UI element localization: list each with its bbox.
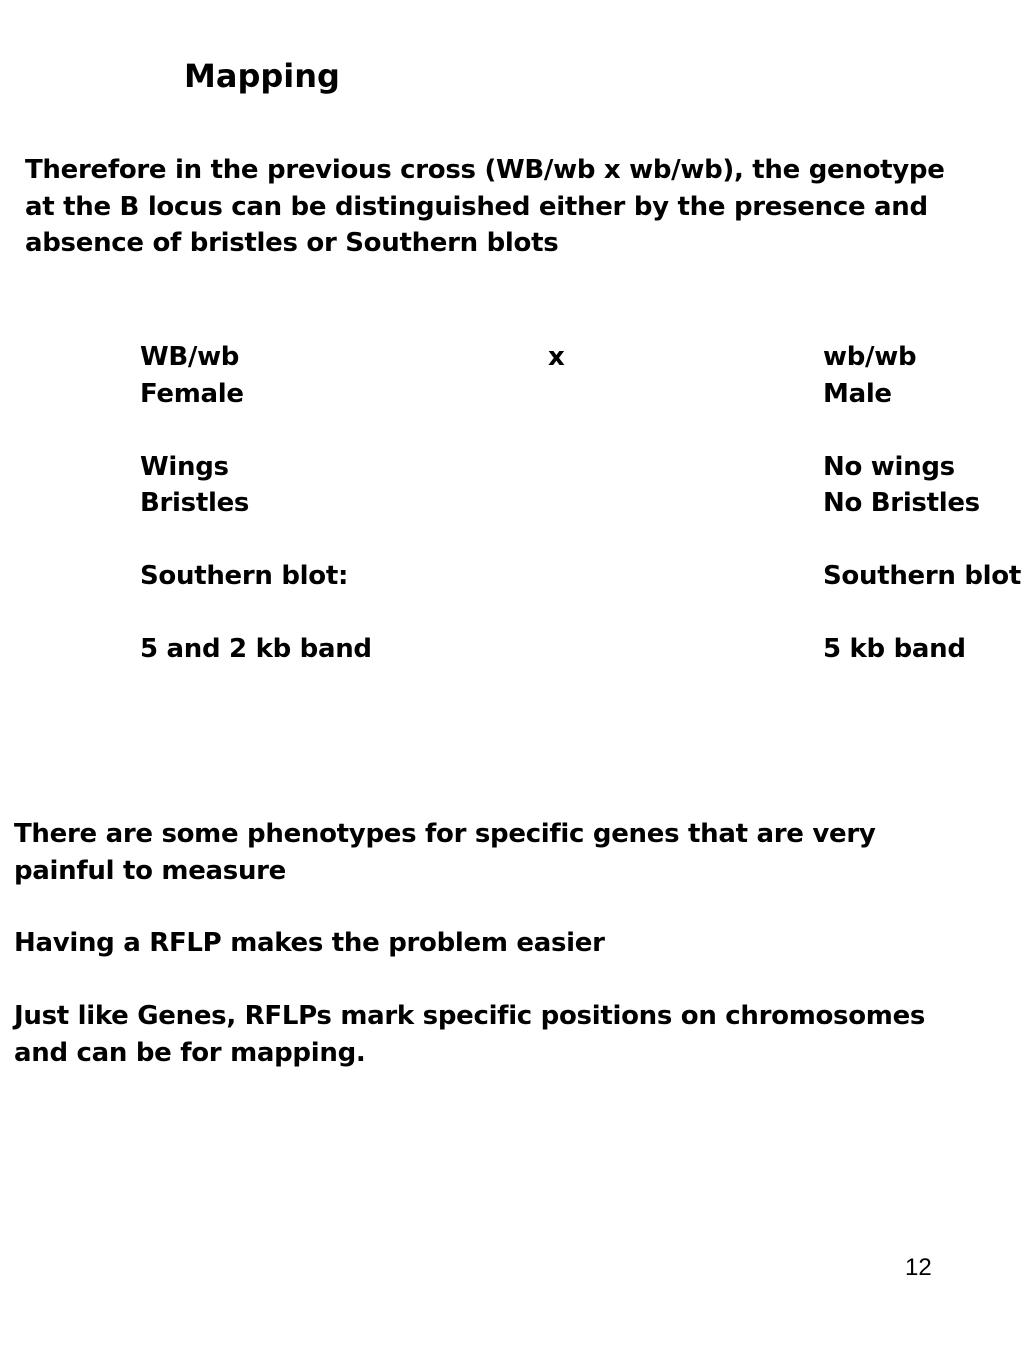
intro-line: absence of bristles or Southern blots: [25, 228, 559, 258]
slide-title: Mapping: [184, 57, 340, 95]
phenotype-line: There are some phenotypes for specific genes that are very: [14, 819, 876, 849]
intro-line: Therefore in the previous cross (WB/wb x wb/wb), the genotype: [25, 155, 945, 185]
female-genotype: WB/wb: [140, 342, 240, 372]
female-wings: Wings: [140, 451, 229, 482]
male-bands: 5 kb band: [823, 634, 966, 664]
rflp-mapping-paragraph: [14, 998, 925, 1071]
male-wings: No wings: [823, 451, 955, 482]
female-sex: Female: [140, 378, 244, 409]
rflp-mapping-line: and can be for mapping.: [14, 1037, 366, 1068]
cross-symbol: x: [548, 342, 565, 372]
rflp-easier-paragraph: [14, 925, 605, 962]
cross-symbol-column: [548, 339, 564, 376]
male-blot-label: Southern blot: [823, 561, 1021, 591]
female-blot-label: Southern blot:: [140, 561, 349, 591]
rflp-easier-line: Having a RFLP makes the problem easier: [14, 928, 605, 958]
phenotype-paragraph: [14, 816, 876, 889]
intro-line: at the B locus can be distinguished either by the presence and: [25, 191, 928, 222]
male-genotype: wb/wb: [823, 342, 917, 372]
female-parent-column: [140, 339, 372, 668]
intro-paragraph: [25, 152, 945, 262]
male-parent-column: [823, 339, 1021, 668]
rflp-mapping-line: Just like Genes, RFLPs mark specific positions on chromosomes: [14, 1001, 926, 1031]
female-bristles: Bristles: [140, 488, 250, 518]
page-number: 12: [905, 1254, 932, 1281]
phenotype-line: painful to measure: [14, 855, 287, 886]
female-bands: 5 and 2 kb band: [140, 634, 372, 664]
male-bristles: No Bristles: [823, 488, 980, 518]
male-sex: Male: [823, 378, 892, 409]
